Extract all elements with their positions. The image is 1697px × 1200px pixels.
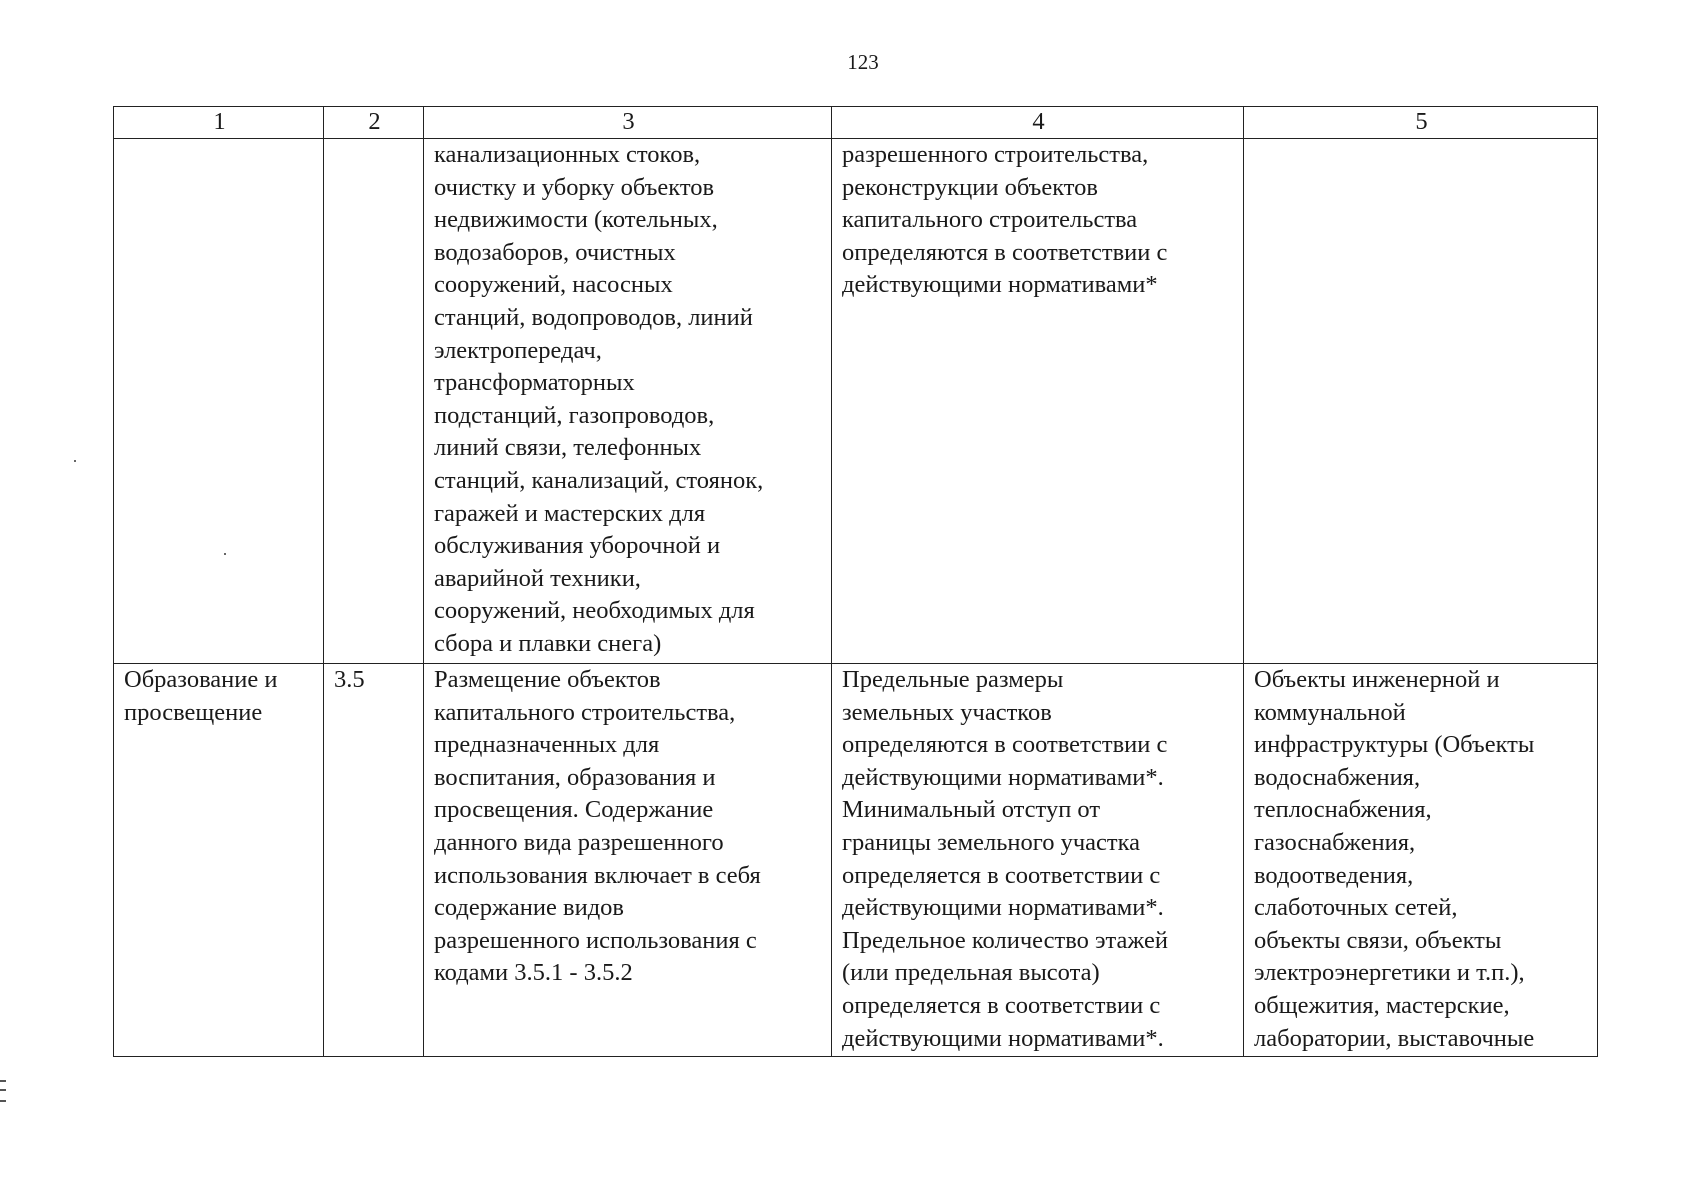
cell-description: Размещение объектов капитального строительства, предназначенных для воспитания, образования и просвещения. Содержание данного вида разрешенного использования включает в себя содержание видов разрешенного использования с кодами 3.5.1 - 3.5.2 [424, 664, 832, 1057]
cell-parameters: Предельные размеры земельных участков определяются в соответствии с действующими нормативами*. Минимальный отступ от границы земельного участка определяется в соответствии с действующими нормативами*. Предельное количество этажей (или предельная высота) определяется в соответствии с действующими нормативами*. [832, 664, 1244, 1057]
cell-description: канализационных стоков, очистку и уборку объектов недвижимости (котельных, водозаборов, очистных сооружений, насосных станций, водопроводов, линий электропередач, трансформаторных подстанций, газопроводов, линий связи, телефонных станций, канализаций, стоянок, гаражей и мастерских для обслуживания уборочной и аварийной техники, сооружений, необходимых для сбора и плавки снега) [424, 139, 832, 664]
cell-auxiliary [1244, 139, 1598, 664]
table-row [114, 664, 1598, 1057]
header-col-5: 5 [1244, 107, 1598, 139]
cell-code: 3.5 [324, 664, 424, 1057]
cell-name [114, 139, 324, 664]
binding-margin-mark [0, 1080, 6, 1102]
land-use-table [113, 106, 1598, 1057]
header-col-4: 4 [832, 107, 1244, 139]
header-col-2: 2 [324, 107, 424, 139]
cell-auxiliary: Объекты инженерной и коммунальной инфраструктуры (Объекты водоснабжения, теплоснабжения, газоснабжения, водоотведения, слаботочных сетей, объекты связи, объекты электроэнергетики и т.п.), общежития, мастерские, лаборатории, выставочные [1244, 664, 1598, 1057]
cell-code [324, 139, 424, 664]
cell-name: Образование и просвещение [114, 664, 324, 1057]
header-row [114, 107, 1598, 139]
table-row [114, 139, 1598, 664]
scan-speck [224, 553, 226, 555]
header-col-1: 1 [114, 107, 324, 139]
header-col-3: 3 [424, 107, 832, 139]
page-number: 123 [847, 50, 879, 74]
cell-parameters: разрешенного строительства, реконструкции объектов капитального строительства определяются в соответствии с действующими нормативами* [832, 139, 1244, 664]
scan-speck [74, 460, 76, 462]
